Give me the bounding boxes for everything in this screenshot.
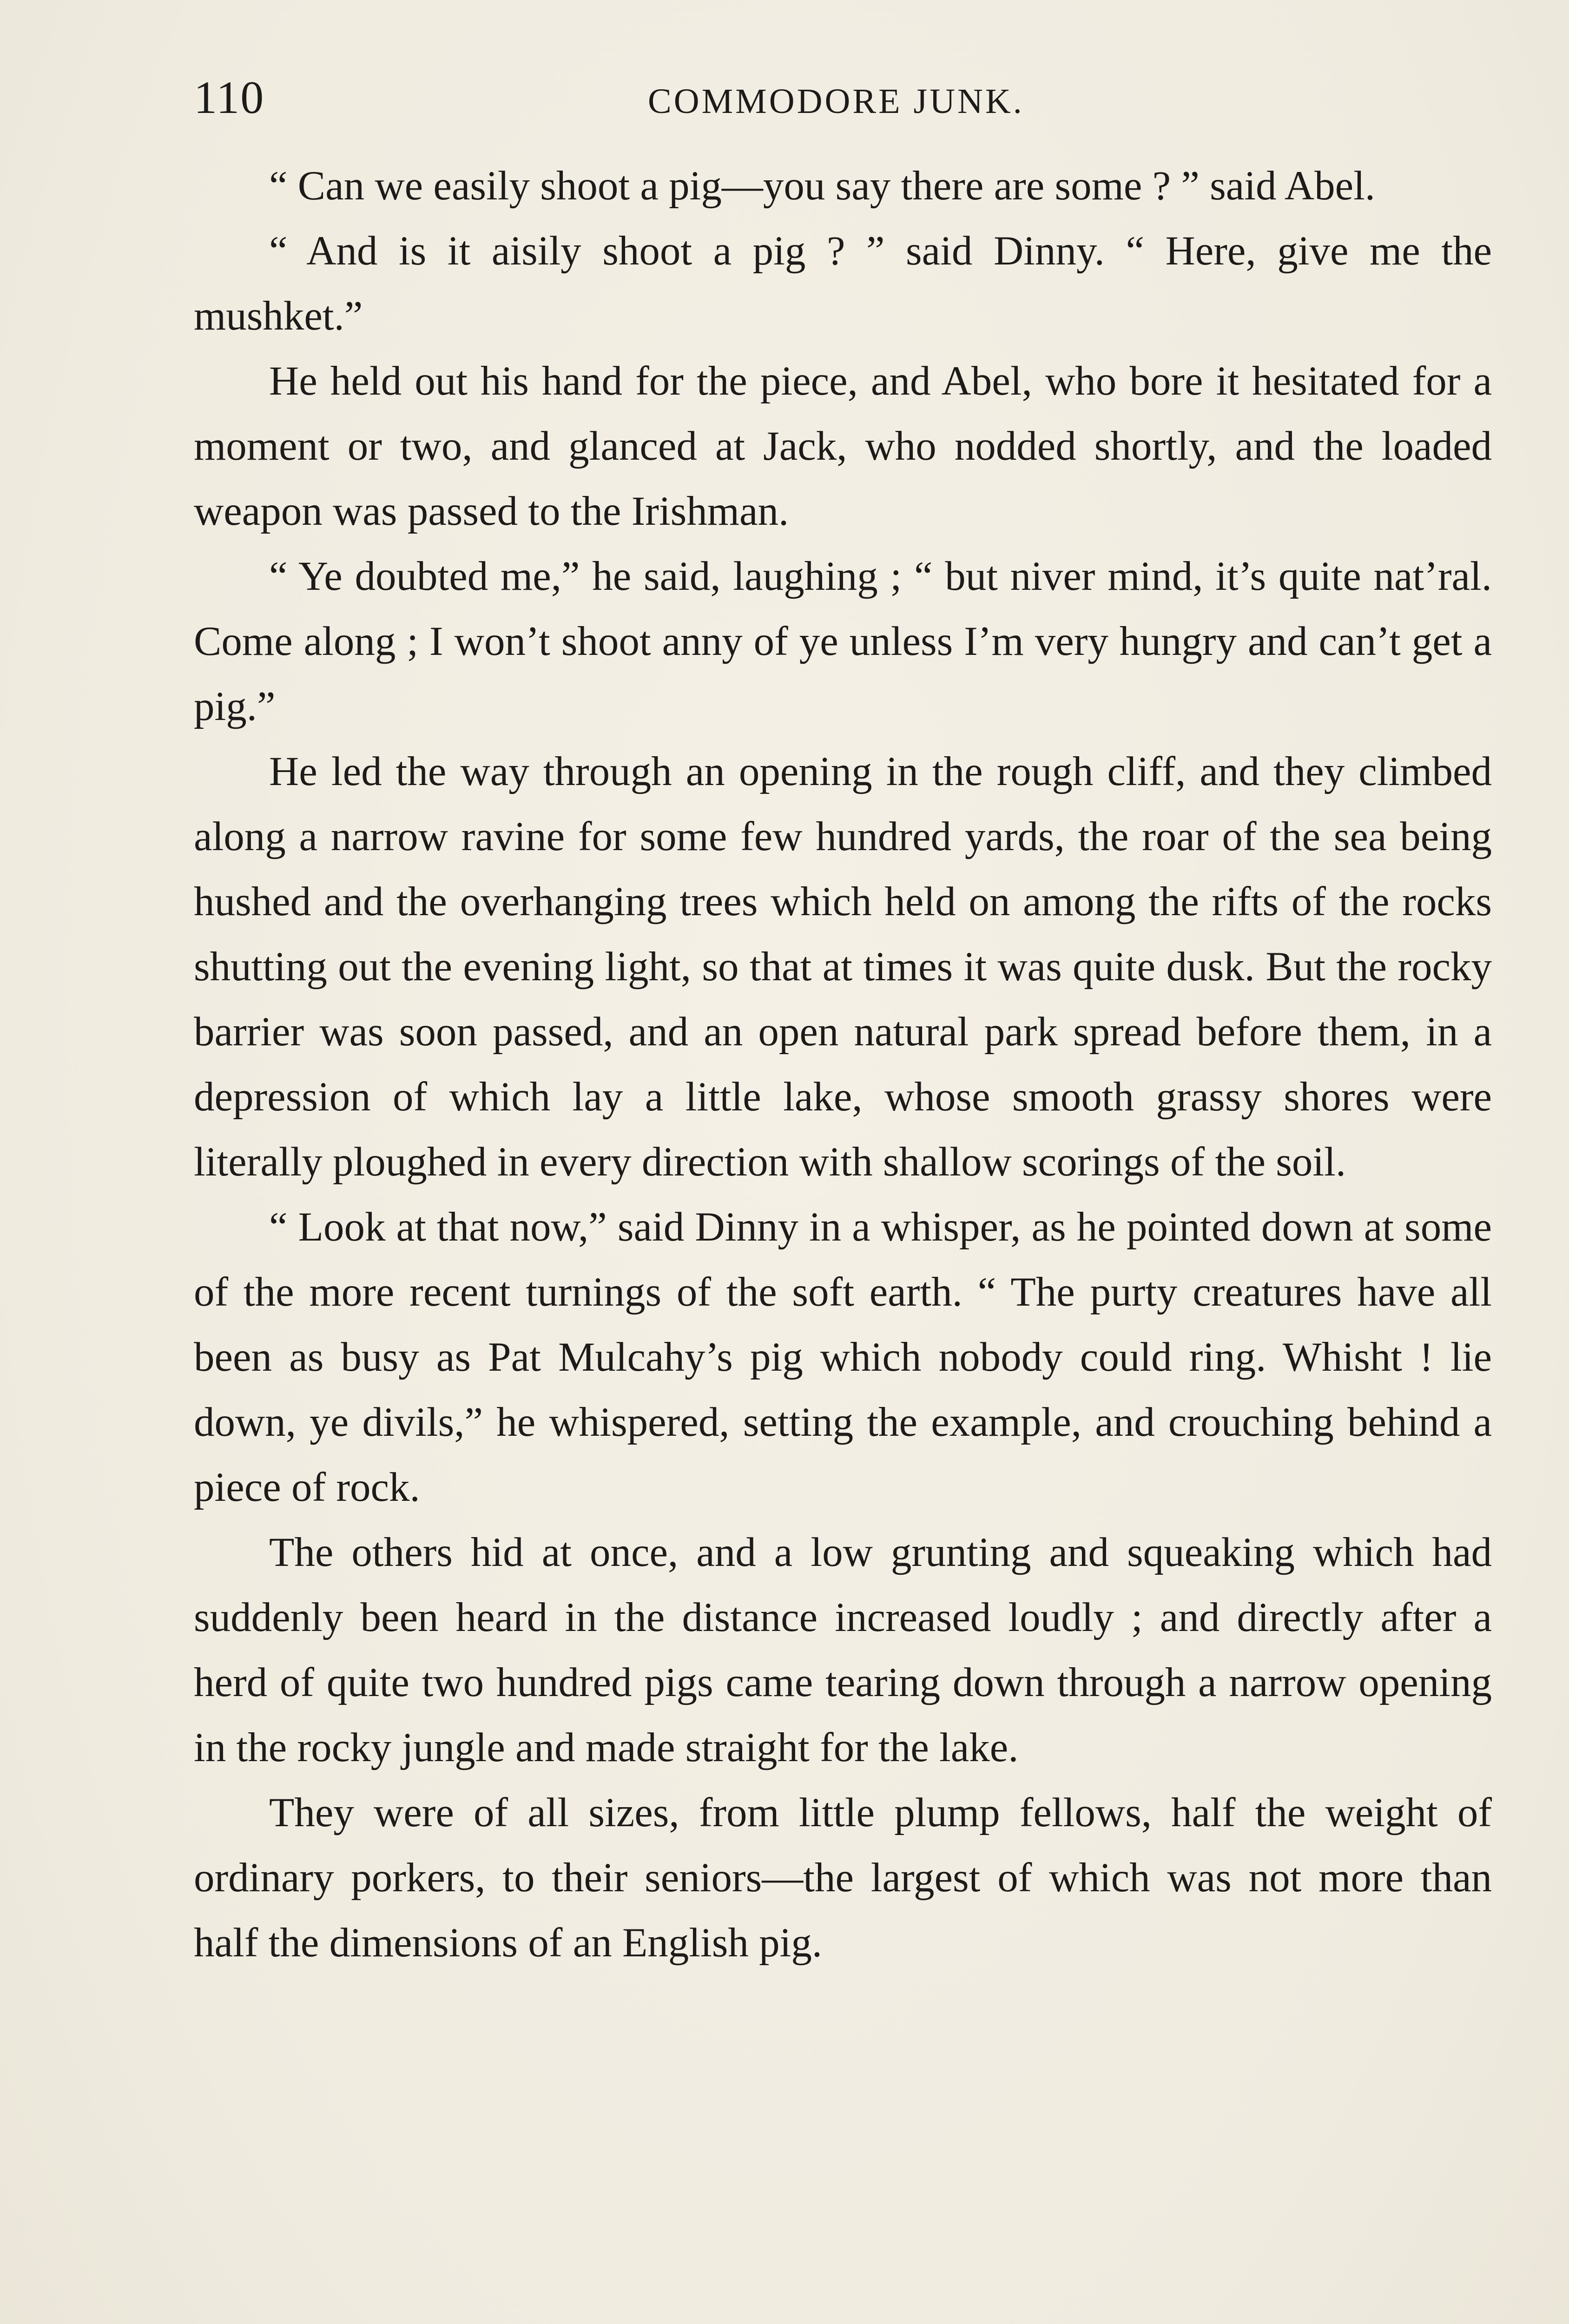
- paragraph: He led the way through an opening in the rough cliff, and they climbed along a narrow ravine for some few hundred yards, the roar of the sea being hushed and the overhanging trees which held on among the rifts of the rocks shutting out the evening light, so that at times it was quite dusk. But the rocky barrier was soon passed, and an open natural park spread before them, in a depression of which lay a little lake, whose smooth grassy shores were literally ploughed in every direction with shallow scorings of the soil.: [194, 749, 1492, 1185]
- paragraph: They were of all sizes, from little plump fellows, half the weight of ordinary porkers, to their seniors—the largest of which was not more than half the dimensions of an English pig.: [194, 1790, 1492, 1966]
- paragraph: “ Ye doubted me,” he said, laughing ; “ but niver mind, it’s quite nat’ral. Come along ; I won’t shoot anny of ye unless I’m very hungry and can’t get a pig.”: [194, 554, 1492, 729]
- paragraph: “ Look at that now,” said Dinny in a whisper, as he pointed down at some of the more recent turnings of the soft earth. “ The purty creatures have all been as busy as Pat Mulcahy’s pig which nobody could ring. Whisht ! lie down, ye divils,” he whispered, setting the example, and crouching behind a piece of rock.: [194, 1204, 1492, 1510]
- body-text: [194, 153, 1492, 1975]
- page-header: [194, 70, 1495, 125]
- running-head: COMMODORE JUNK.: [648, 82, 1024, 121]
- paragraph: He held out his hand for the piece, and Abel, who bore it hesitated for a moment or two, and glanced at Jack, who nodded shortly, and the loaded weapon was passed to the Irishman.: [194, 358, 1492, 534]
- paragraph: “ And is it aisily shoot a pig ? ” said Dinny. “ Here, give me the mushket.”: [194, 228, 1492, 339]
- paragraph: The others hid at once, and a low grunting and squeaking which had suddenly been heard in the distance increased loudly ; and directly after a herd of quite two hundred pigs came tearing down through a narrow opening in the rocky jungle and made straight for the lake.: [194, 1530, 1492, 1770]
- page-number: 110: [194, 72, 265, 123]
- paragraph: “ Can we easily shoot a pig—you say there are some ? ” said Abel.: [269, 163, 1376, 209]
